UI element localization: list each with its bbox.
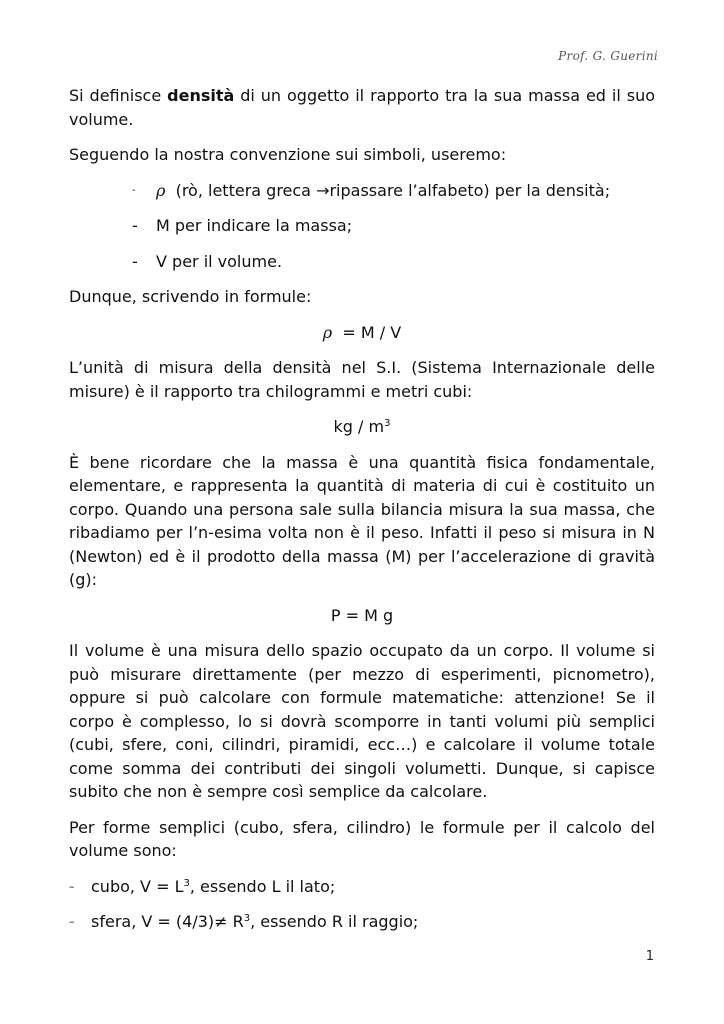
page-header-author: Prof. G. Guerini [558, 49, 658, 63]
dash-marker: - [132, 251, 138, 271]
volume-formula-list [69, 875, 655, 934]
paragraph-definition [69, 84, 655, 131]
paragraph-simple-shapes: Per forme semplici (cubo, sfera, cilindro) le formule per il calcolo del volume sono: [69, 817, 655, 860]
paragraph-si-unit: L’unità di misura della densità nel S.I. (Sistema Internazionale delle misure) è il rapporto tra chilogrammi e metri cubi: [69, 358, 655, 401]
paragraph-volume: Il volume è una misura dello spazio occupato da un corpo. Il volume si può misurare direttamente (per mezzo di esperimenti, picnometro), oppure si può calcolare con formule matematiche: attenzione! Se il corpo è complesso, lo si dovrà scomporre in tanti volumi più semplici (cubi, sfere, coni, cilindri, piramidi, ecc…) e calcolare il volume totale come somma dei contributi dei singoli volumetti. Dunque, si capisce subito che non è sempre così semplice da calcolare. [69, 641, 655, 801]
list-text: V per il volume. [156, 251, 283, 271]
list-text: (rò, lettera greca →ripassare l’alfabeto) per la densità; [165, 180, 611, 200]
formula-weight: P = M g [330, 605, 394, 625]
page-number: 1 [645, 949, 654, 964]
rho-symbol: ρ [156, 180, 166, 200]
list-item [132, 214, 655, 238]
list-item [132, 250, 655, 274]
formula-density [69, 321, 655, 345]
exponent: 3 [243, 913, 251, 924]
list-item [69, 875, 655, 899]
paragraph-formula-intro: Dunque, scrivendo in formule: [69, 287, 312, 306]
list-text: M per indicare la massa; [156, 216, 353, 235]
text: Si definisce [69, 86, 168, 105]
dash-marker: - [132, 184, 136, 196]
text: di un oggetto il rapporto tra la sua massa ed il suo volume. [69, 86, 656, 129]
list-item [69, 910, 655, 934]
formula-text: , essendo R il raggio; [250, 912, 419, 931]
unit-formula [69, 415, 655, 439]
exponent: 3 [384, 418, 391, 429]
symbol-list [69, 179, 655, 274]
rho-symbol: ρ [322, 322, 333, 342]
dash-marker: - [132, 216, 138, 235]
formula-text: , essendo L il lato; [189, 876, 336, 896]
paragraph-convention: Seguendo la nostra convenzione sui simboli, useremo: [69, 145, 507, 164]
document-body [69, 84, 655, 946]
exponent: 3 [183, 877, 190, 889]
formula-text: sfera, V = (4/3)≠ R [91, 912, 244, 931]
bold-term: densità [167, 86, 235, 105]
formula-text: cubo, V = L [91, 876, 184, 896]
list-item [132, 179, 655, 203]
unit-text: kg / m [333, 417, 385, 436]
dash-marker: – [69, 879, 75, 893]
dash-marker: – [69, 915, 75, 928]
paragraph-mass: È bene ricordare che la massa è una quantità fisica fondamentale, elementare, e rappresenta la quantità di materia di cui è costituito un corpo. Quando una persona sale sulla bilancia misura la sua massa, che ribadiamo per l’n-esima volta non è il peso. Infatti il peso si misura in N (Newton) ed è il prodotto della massa (M) per l’accelerazione di gravità (g): [69, 452, 655, 589]
formula-text: = M / V [332, 322, 402, 342]
